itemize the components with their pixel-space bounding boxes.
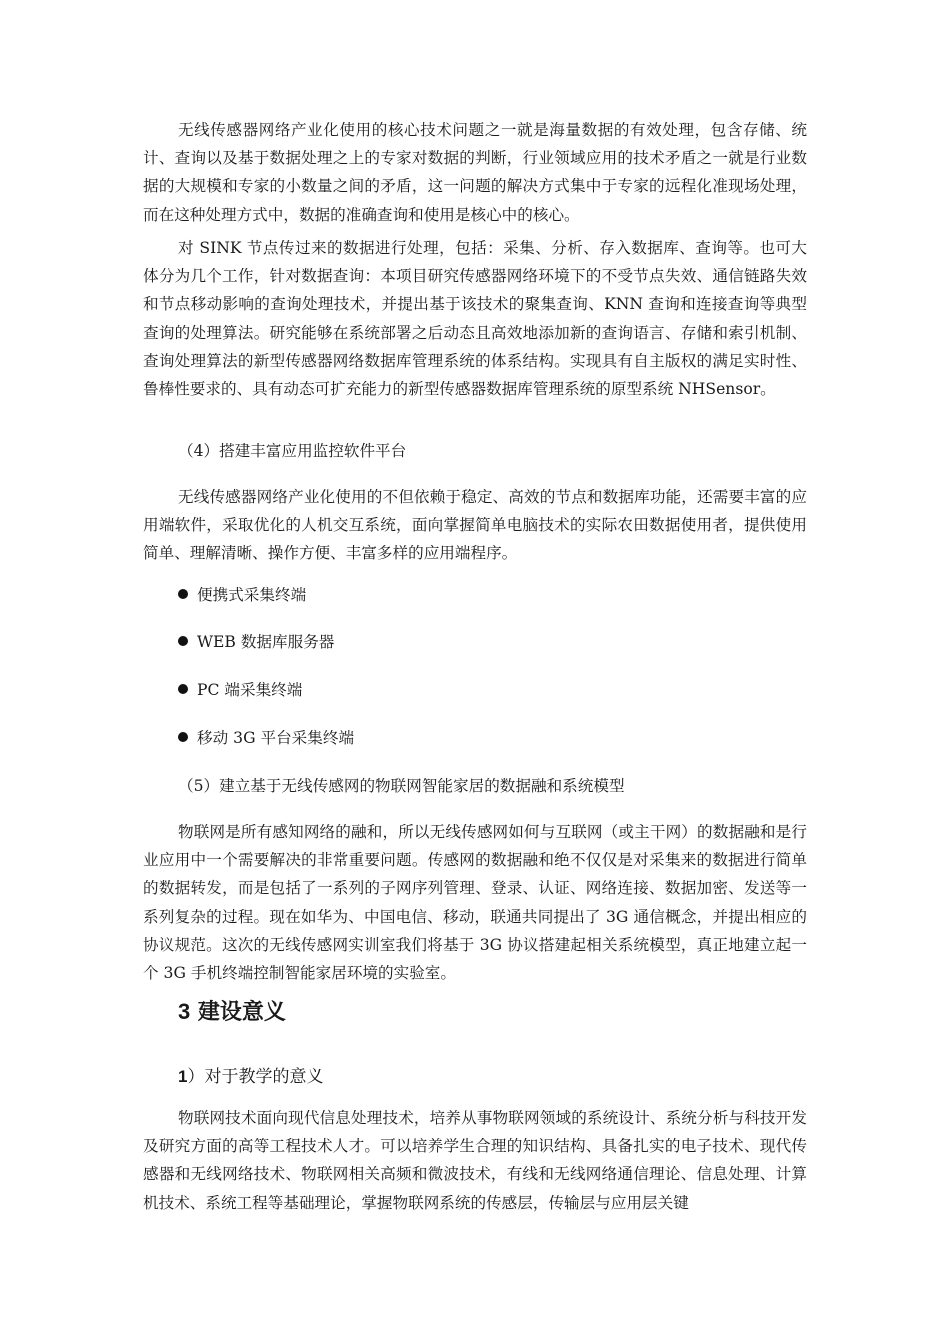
paragraph-data-processing: 无线传感器网络产业化使用的核心技术问题之一就是海量数据的有效处理，包含存储、统计、查询以及基于数据处理之上的专家对数据的判断，行业领域应用的技术矛盾之一就是行业数据的大规模和专家的小数量之间的矛盾，这一问题的解决方式集中于专家的远程化准现场处理，而在这种处理方式中，数据的准确查询和使用是核心中的核心。 <box>143 121 807 224</box>
subsection-title: ）对于教学的意义 <box>187 1067 324 1087</box>
paragraph-teaching: 物联网技术面向现代信息处理技术，培养从事物联网领域的系统设计、系统分析与科技开发及研究方面的高等工程技术人才。可以培养学生合理的知识结构、具备扎实的电子技术、现代传感器和无线网络技术、物联网相关高频和微波技术，有线和无线网络通信理论、信息处理、计算机技术、系统工程等基础理论，掌握物联网系统的传感层，传输层与应用层关键 <box>143 1109 807 1212</box>
list-item: 移动 3G 平台采集终端 <box>178 724 354 752</box>
subsection-number: 1 <box>178 1067 188 1086</box>
paragraph-data-fusion: 物联网是所有感知网络的融和，所以无线传感网如何与互联网（或主干网）的数据融和是行业应用中一个需要解决的非常重要问题。传感网的数据融和绝不仅仅是对采集来的数据进行简单的数据转发，而是包括了一系列的子网序列管理、登录、认证、网络连接、数据加密、发送等一系列复杂的过程。现在如华为、中国电信、移动，联通共同提出了 3G 通信概念，并提出相应的协议规范。这次的无线传感网实训室我们将基于 3G 协议搭建起相关系统模型，真正地建立起一个 3G 手机终端控制智能家居环境的实验室。 <box>143 823 807 983</box>
list-item: WEB 数据库服务器 <box>178 628 334 656</box>
subsection-heading <box>178 1063 323 1091</box>
paragraph-app-software: 无线传感器网络产业化使用的不但依赖于稳定、高效的节点和数据库功能，还需要丰富的应用端软件，采取优化的人机交互系统，面向掌握简单电脑技术的实际农田数据使用者，提供使用简单、理解清晰、操作方便、丰富多样的应用端程序。 <box>143 488 807 563</box>
list-item: 便携式采集终端 <box>178 581 306 609</box>
paragraph-sink-node: 对 SINK 节点传过来的数据进行处理，包括：采集、分析、存入数据库、查询等。也可大体分为几个工作，针对数据查询：本项目研究传感器网络环境下的不受节点失效、通信链路失效和节点移动影响的查询处理技术，并提出基于该技术的聚集查询、KNN 查询和连接查询等典型查询的处理算法。研究能够在系统部署之后动态且高效地添加新的查询语言、存储和索引机制、查询处理算法的新型传感器网络数据库管理系统的体系结构。实现具有自主版权的满足实时性、鲁棒性要求的、具有动态可扩充能力的新型传感器数据库管理系统的原型系统 NHSensor。 <box>143 239 807 399</box>
section-number: 3 <box>178 999 191 1024</box>
section-heading <box>178 996 286 1028</box>
subheading-4: （4）搭建丰富应用监控软件平台 <box>178 442 407 460</box>
subheading-5: （5）建立基于无线传感网的物联网智能家居的数据融和系统模型 <box>178 777 625 795</box>
bullet-dot-icon <box>178 732 188 742</box>
list-item: PC 端采集终端 <box>178 676 302 704</box>
section-title: 建设意义 <box>197 999 286 1025</box>
bullet-dot-icon <box>178 589 188 599</box>
bullet-dot-icon <box>178 636 188 646</box>
bullet-dot-icon <box>178 684 188 694</box>
